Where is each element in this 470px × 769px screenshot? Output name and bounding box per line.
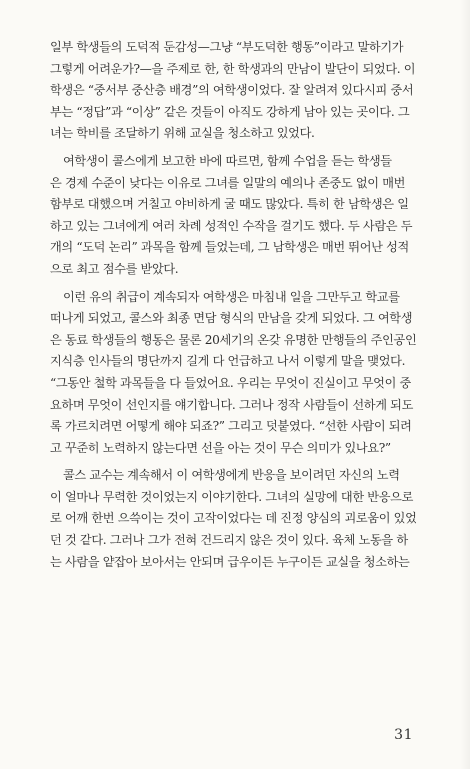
text-line: 여학생이 콜스에게 보고한 바에 따르면, 함께 수업을 듣는 학생들 [63,153,392,168]
text-line: 하고 있는 그녀에게 여러 차례 성적인 수작을 걸기도 했다. 두 사람은 두 [50,218,413,233]
text-line: 은 경제 수준이 낮다는 이유로 그녀를 일말의 예의나 존중도 없이 매번 [50,175,406,190]
page-edge-shadow [460,0,470,769]
text-line: 학생은 “중서부 중산층 배경”의 여학생이었다. 잘 알려져 있다시피 중서 [50,83,414,98]
text-line: 떠나게 되었고, 콜스와 최종 면담 형식의 만남을 갖게 되었다. 그 여학생 [50,311,413,326]
page-number: 31 [394,727,413,743]
text-line: 던 것 같다. 그러나 그가 전혀 건드리지 않은 것이 있다. 육체 노동을 하 [50,533,408,548]
text-line: 개의 “도덕 논리” 과목을 함께 들었는데, 그 남학생은 매번 뛰어난 성적 [50,240,409,255]
text-line: 콜스 교수는 계속해서 이 여학생에게 반응을 보이려던 자신의 노력 [63,468,400,483]
text-line: 함부로 대했으며 거칠고 야비하게 굴 때도 많았다. 특히 한 남학생은 일 [50,197,409,212]
text-line: 그렇게 어려운가?—을 주제로 한, 한 학생과의 만남이 발단이 되었다. 이 [50,61,416,76]
text-line: 녀는 학비를 조달하기 위해 교실을 청소하고 있었다. [50,126,315,141]
text-line: 지식층 인사들의 명단까지 길게 다 언급하고 나서 이렇게 말을 맺었다. [50,354,406,369]
text-line: 으로 최고 점수를 받았다. [50,261,179,276]
text-line: 일부 학생들의 도덕적 둔감성—그냥 “부도덕한 행동”이라고 말하기가 [50,40,404,54]
text-line: 로 어깨 한번 으쓱이는 것이 고작이었다는 데 진정 양심의 괴로움이 있었 [50,511,417,526]
text-line: 이 얼마나 무력한 것이었는지 이야기한다. 그녀의 실망에 대한 반응으로 [50,489,413,504]
text-line: 요하며 무엇이 선인지를 얘기합니다. 그러나 정작 사람들이 선하게 되도 [50,397,413,412]
text-line: 부는 “정답”과 “이상” 같은 것들이 아직도 강하게 남아 있는 곳이다. 그 [50,104,410,119]
text-line: “그동안 철학 과목들을 다 들었어요. 우리는 무엇이 진실이고 무엇이 중 [50,375,411,390]
text-line: 고 꾸준히 노력하지 않는다면 선을 아는 것이 무슨 의미가 있나요?” [50,440,391,455]
text-line: 이런 유의 취급이 계속되자 여학생은 마침내 일을 그만두고 학교를 [63,289,400,304]
text-line: 은 동료 학생들의 행동은 물론 20세기의 온갖 유명한 만행들의 주인공인 [50,332,417,347]
text-line: 록 가르치려면 어떻게 해야 되죠?” 그리고 덧붙였다. “선한 사람이 되려 [50,419,412,434]
text-line: 는 사람을 얕잡아 보아서는 안되며 급우이든 누구이든 교실을 청소하는 [50,554,410,569]
body-text [50,37,429,573]
